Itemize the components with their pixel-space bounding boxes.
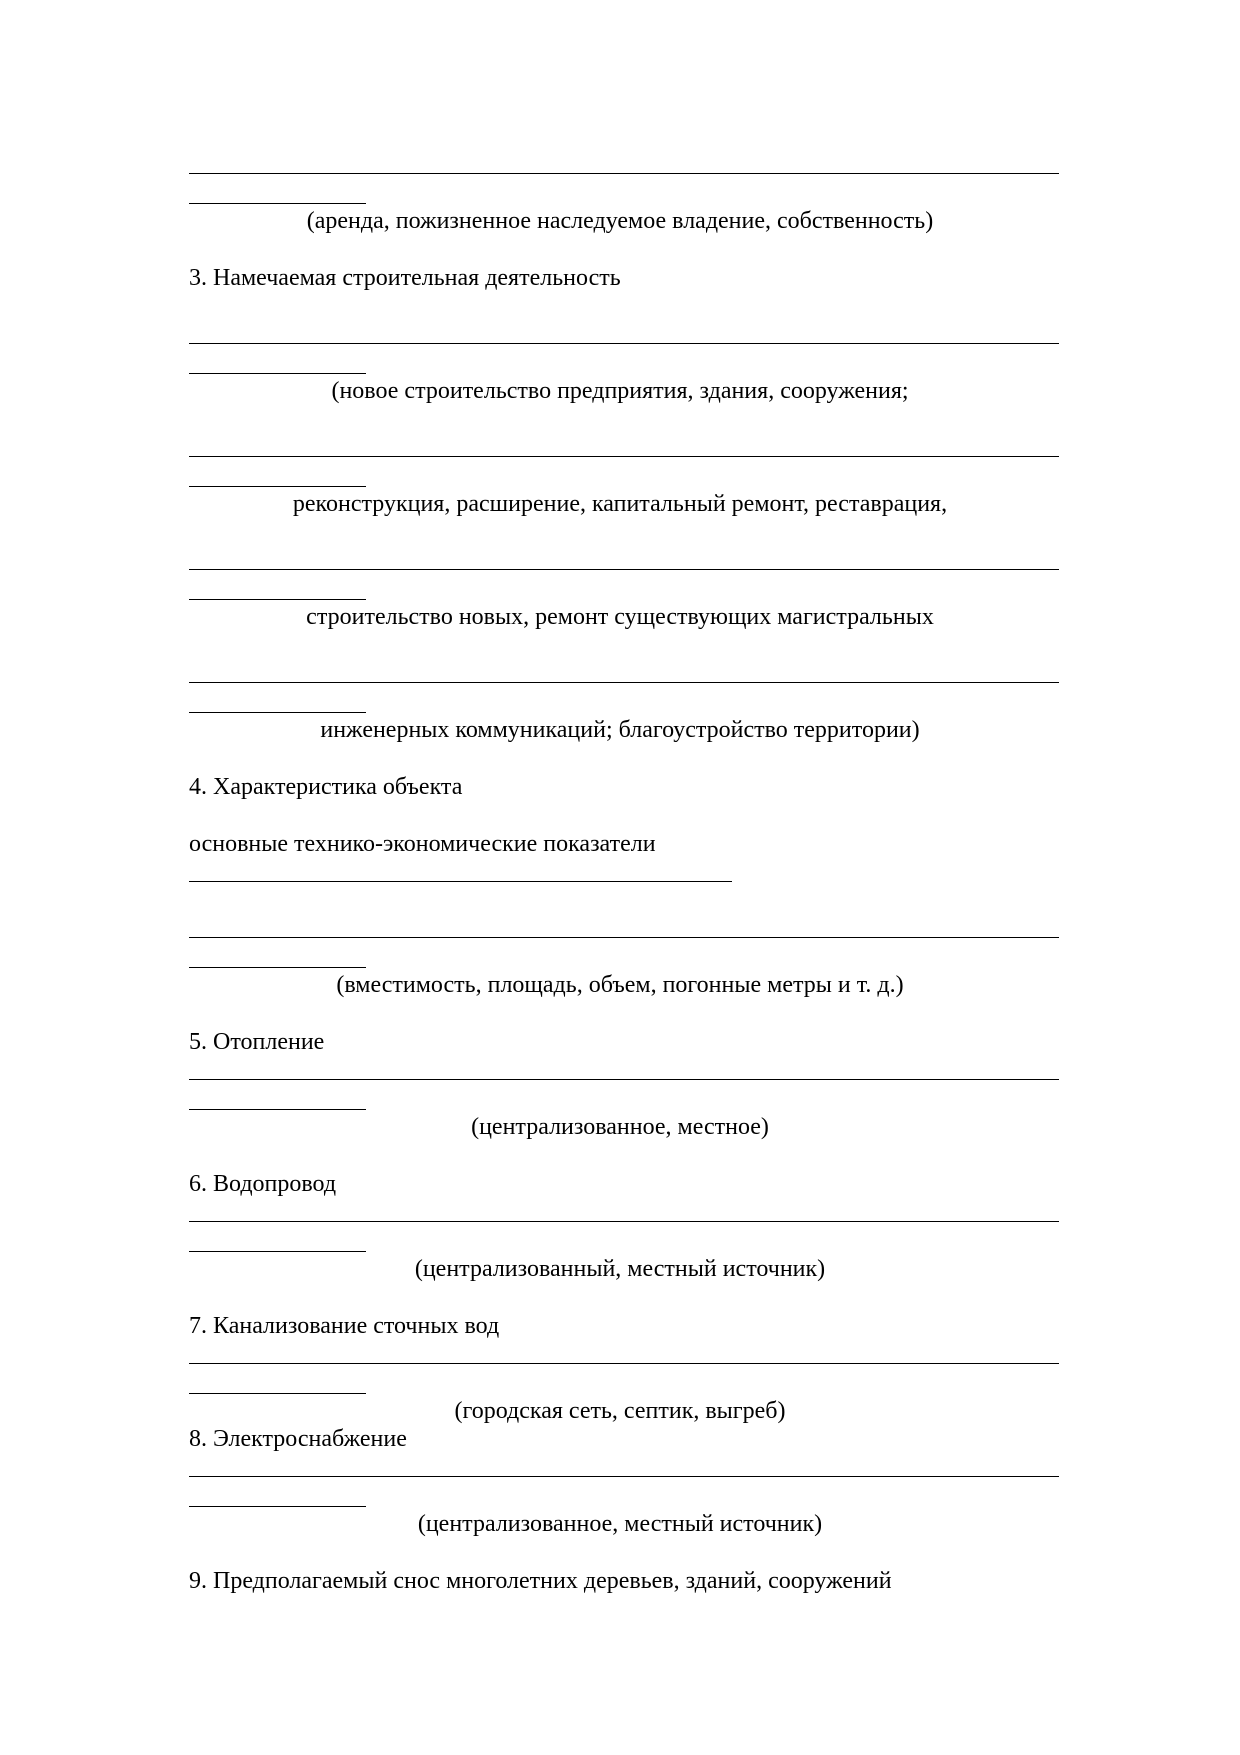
fill-line-continuation[interactable] bbox=[189, 203, 366, 204]
section-4-subtitle: основные технико-экономические показатели bbox=[189, 831, 656, 857]
fill-line[interactable] bbox=[189, 1363, 1059, 1364]
section-4-title: 4. Характеристика объекта bbox=[189, 774, 463, 800]
fill-line-continuation[interactable] bbox=[189, 373, 366, 374]
fill-line[interactable] bbox=[189, 1079, 1059, 1080]
fill-line-continuation[interactable] bbox=[189, 486, 366, 487]
section-3-hint-3: строительство новых, ремонт существующих магистральных bbox=[306, 604, 934, 630]
fill-line[interactable] bbox=[189, 173, 1059, 174]
section-3-hint-4: инженерных коммуникаций; благоустройство территории) bbox=[320, 717, 920, 743]
section-3-hint-2: реконструкция, расширение, капитальный ремонт, реставрация, bbox=[292, 491, 948, 517]
section-5-hint: (централизованное, местное) bbox=[471, 1114, 769, 1140]
fill-line-continuation[interactable] bbox=[189, 1506, 366, 1507]
section-8-title: 8. Электроснабжение bbox=[189, 1426, 407, 1452]
fill-line-continuation[interactable] bbox=[189, 1251, 366, 1252]
fill-line[interactable] bbox=[189, 937, 1059, 938]
fill-line-continuation[interactable] bbox=[189, 967, 366, 968]
fill-line-continuation[interactable] bbox=[189, 1109, 366, 1110]
section-4-hint: (вместимость, площадь, объем, погонные метры и т. д.) bbox=[336, 972, 904, 998]
section-6-title: 6. Водопровод bbox=[189, 1171, 337, 1197]
fill-line[interactable] bbox=[189, 569, 1059, 570]
section-9-title: 9. Предполагаемый снос многолетних деревьев, зданий, сооружений bbox=[189, 1568, 892, 1594]
fill-line-short[interactable] bbox=[189, 881, 732, 882]
section-3-hint-1: (новое строительство предприятия, здания, сооружения; bbox=[331, 378, 909, 404]
fill-line[interactable] bbox=[189, 682, 1059, 683]
section-7-title: 7. Канализование сточных вод bbox=[189, 1313, 500, 1339]
fill-line[interactable] bbox=[189, 343, 1059, 344]
section-6-hint: (централизованный, местный источник) bbox=[414, 1256, 826, 1282]
fill-line[interactable] bbox=[189, 456, 1059, 457]
section-7-hint: (городская сеть, септик, выгреб) bbox=[454, 1398, 786, 1424]
section-3-title: 3. Намечаемая строительная деятельность bbox=[189, 265, 621, 291]
fill-line[interactable] bbox=[189, 1221, 1059, 1222]
fill-line-continuation[interactable] bbox=[189, 599, 366, 600]
fill-line[interactable] bbox=[189, 1476, 1059, 1477]
fill-line-continuation[interactable] bbox=[189, 1393, 366, 1394]
section-5-title: 5. Отопление bbox=[189, 1029, 325, 1055]
section-8-hint: (централизованное, местный источник) bbox=[417, 1511, 823, 1537]
fill-line-continuation[interactable] bbox=[189, 712, 366, 713]
rights-hint: (аренда, пожизненное наследуемое владение, собственность) bbox=[306, 208, 934, 234]
